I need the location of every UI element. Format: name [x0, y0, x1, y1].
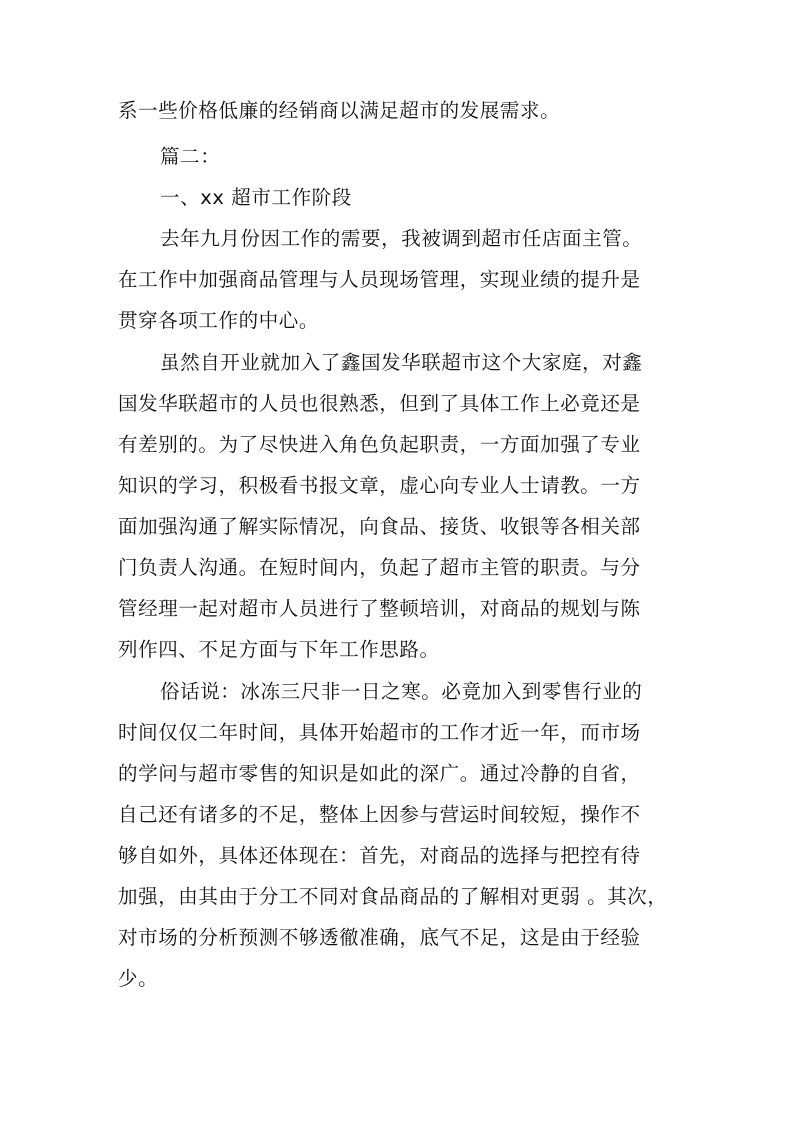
paragraph-line: 门负责人沟通。在短时间内，负起了超市主管的职责。与分: [118, 556, 641, 579]
paragraph-line: 俗话说：冰冻三尺非一日之寒。必竟加入到零售行业的: [160, 680, 643, 703]
paragraph-line: 系一些价格低廉的经销商以满足超市的发展需求。: [118, 99, 561, 122]
paragraph-line: 面加强沟通了解实际情况，向食品、接货、收银等各相关部: [118, 515, 641, 538]
paragraph-line: 国发华联超市的人员也很熟悉，但到了具体工作上必竟还是: [118, 392, 641, 415]
paragraph-line: 少。: [118, 967, 159, 990]
paragraph-line: 够自如外，具体还体现在：首先，对商品的选择与把控有待: [118, 844, 641, 867]
paragraph-line: 时间仅仅二年时间，具体开始超市的工作才近一年，而市场: [118, 721, 641, 744]
section-subheading: 一、xx 超市工作阶段: [160, 186, 352, 209]
paragraph-line: 虽然自开业就加入了鑫国发华联超市这个大家庭，对鑫: [160, 351, 643, 374]
paragraph-line: 在工作中加强商品管理与人员现场管理，实现业绩的提升是: [118, 268, 641, 291]
paragraph-line: 自己还有诸多的不足，整体上因参与营运时间较短，操作不: [118, 803, 641, 826]
section-heading: 篇二：: [160, 145, 221, 168]
paragraph-line: 贯穿各项工作的中心。: [118, 309, 320, 332]
paragraph-line: 列作四、不足方面与下年工作思路。: [118, 638, 440, 661]
paragraph-line: 有差别的。为了尽快进入角色负起职责，一方面加强了专业: [118, 433, 641, 456]
paragraph-line: 对市场的分析预测不够透徹准确，底气不足，这是由于经验: [118, 926, 641, 949]
paragraph-line: 知识的学习，积极看书报文章，虚心向专业人士请教。一方: [118, 474, 641, 497]
paragraph-line: 管经理一起对超市人员进行了整顿培训，对商品的规划与陈: [118, 597, 641, 620]
paragraph-line: 的学问与超市零售的知识是如此的深广。通过冷静的自省，: [118, 762, 641, 785]
paragraph-line: 去年九月份因工作的需要，我被调到超市任店面主管。: [160, 227, 643, 250]
paragraph-line: 加强，由其由于分工不同对食品商品的了解相对更弱 。其次，: [118, 885, 668, 908]
